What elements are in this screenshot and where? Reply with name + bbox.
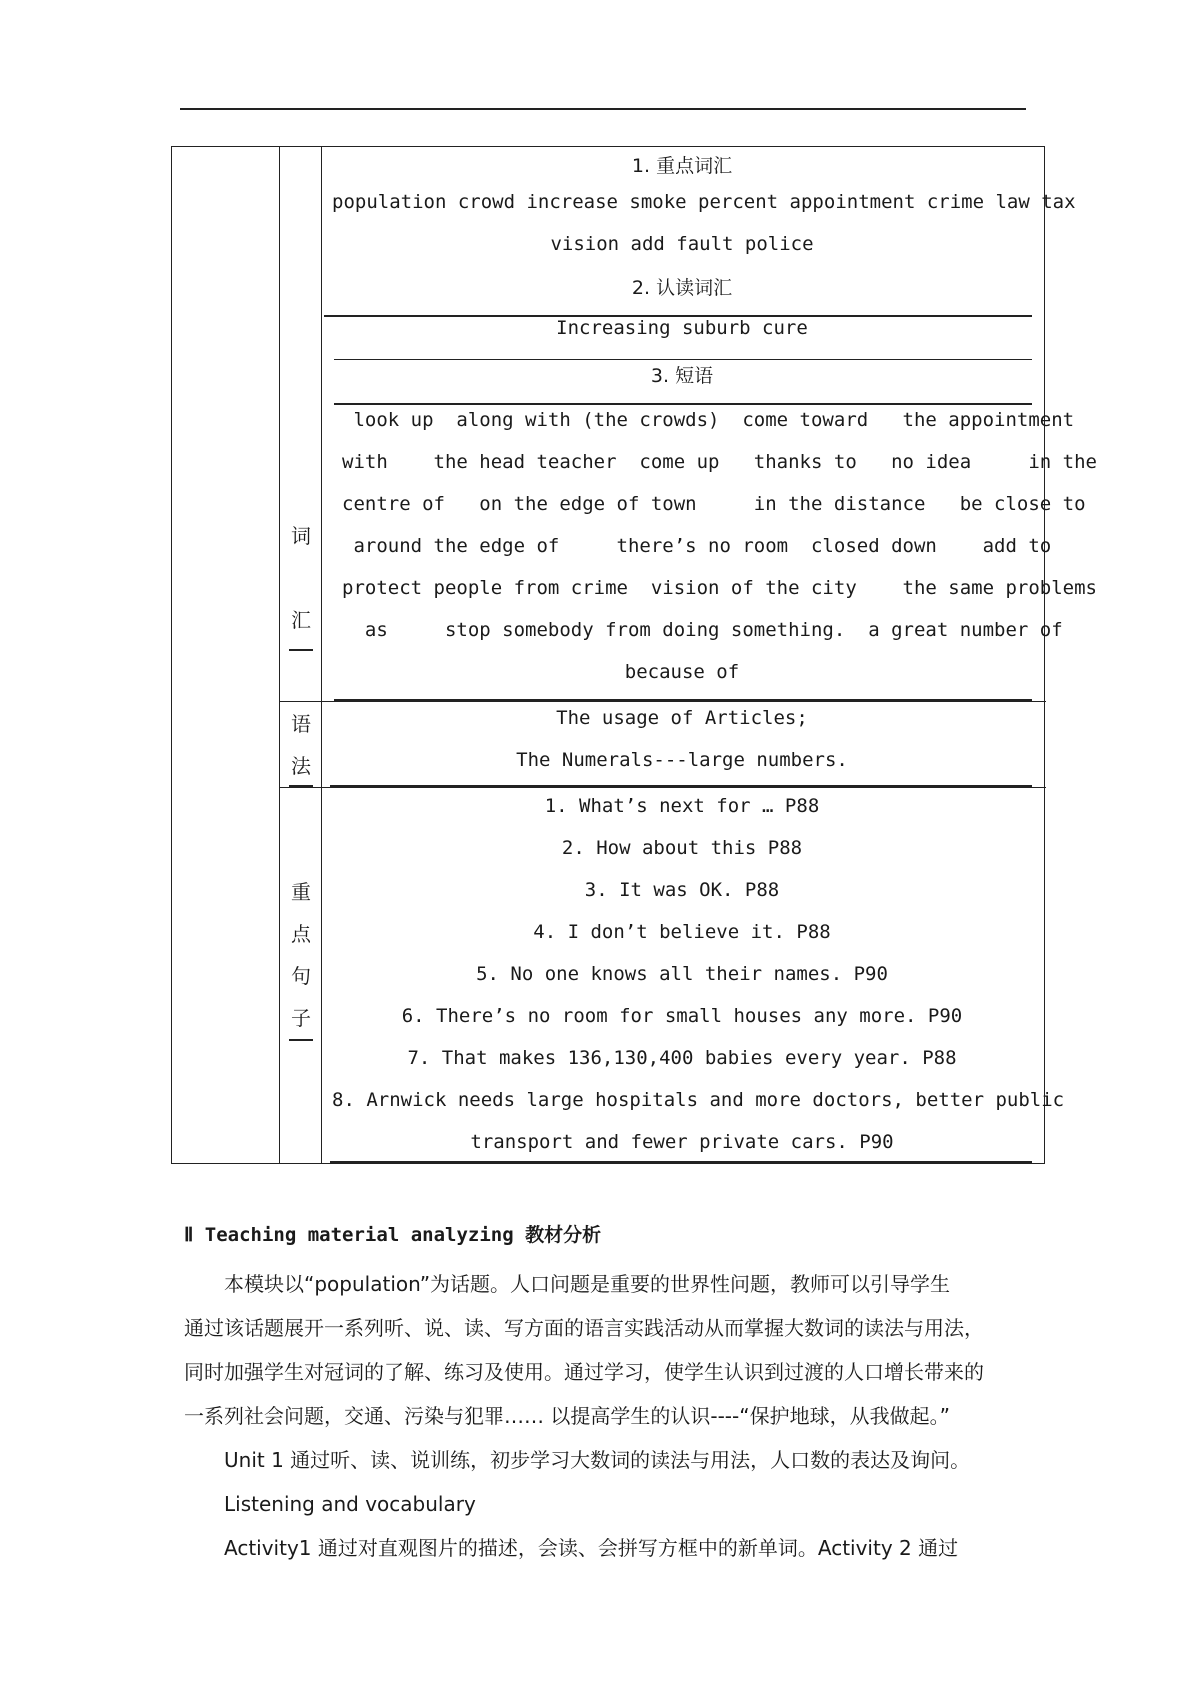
grammar-line: The usage of Articles;: [556, 707, 808, 729]
sentence-line: 1. What’s next for … P88: [544, 795, 820, 817]
sentence-line: 8. Arnwick needs large hospitals and more doctors, better public: [332, 1089, 1065, 1111]
phrase-line: as stop somebody from doing something. a great number of: [342, 619, 1063, 641]
paragraph-line: 通过该话题展开一系列听、说、读、写方面的语言实践活动从而掌握大数词的读法与用法，: [184, 1316, 984, 1340]
vocab-heading-read-words: 2. 认读词汇: [631, 277, 733, 299]
sentence-line: 4. I don’t believe it. P88: [533, 921, 831, 943]
sentence-line: 5. No one knows all their names. P90: [476, 963, 888, 985]
sentence-line: transport and fewer private cars. P90: [470, 1131, 894, 1153]
paragraph-line: 同时加强学生对冠词的了解、练习及使用。通过学习，使学生认识到过渡的人口增长带来的: [184, 1360, 984, 1384]
section-title: [184, 1220, 601, 1247]
content-table: [171, 146, 1097, 1164]
vocab-label: [280, 515, 322, 641]
grammar-label: [280, 703, 322, 787]
vocab-label-char: 汇: [291, 608, 311, 632]
paragraph-line: Listening and vocabulary: [184, 1492, 476, 1516]
sentence-line: 7. That makes 136,130,400 babies every year. P88: [407, 1047, 957, 1069]
sentences-label-char: 重: [291, 880, 311, 904]
paragraph-line: Activity1 通过对直观图片的描述，会读、会拼写方框中的新单词。Activity 2 通过: [184, 1536, 959, 1560]
rule: [334, 699, 1032, 701]
table-left-column: [172, 147, 280, 1163]
sentence-line: 6. There’s no room for small houses any more. P90: [401, 1005, 963, 1027]
sentences-label-tick: [289, 1039, 313, 1041]
vocab-heading-key-words: 1. 重点词汇: [631, 155, 733, 177]
page-header-rule: [180, 108, 1026, 110]
sentence-line: 3. It was OK. P88: [584, 879, 780, 901]
grammar-label-char: 法: [291, 754, 311, 778]
row-divider-grammar-sentences: [280, 787, 1046, 788]
vocab-label-tick: [289, 649, 313, 651]
key-words-line: population crowd increase smoke percent appointment crime law tax: [332, 191, 1076, 213]
vocab-heading-phrases: 3. 短语: [650, 365, 714, 387]
sentences-label-char: 点: [291, 922, 311, 946]
vocab-label-char: 词: [291, 524, 311, 548]
phrase-line: centre of on the edge of town in the distance be close to: [342, 493, 1086, 515]
sentences-label-char: 子: [291, 1006, 311, 1030]
rule: [334, 403, 1032, 405]
grammar-label-char: 语: [291, 712, 311, 736]
grammar-label-tick: [289, 785, 313, 787]
phrase-line: look up along with (the crowds) come toward the appointment: [342, 409, 1075, 431]
grammar-line: The Numerals---large numbers.: [516, 749, 848, 771]
sentences-label-char: 句: [291, 964, 311, 988]
section-title-cn: 教材分析: [525, 1224, 602, 1246]
rule: [330, 785, 1032, 787]
sentences-label: [280, 871, 322, 1039]
phrase-line: because of: [624, 661, 740, 683]
sentence-line: 2. How about this P88: [561, 837, 803, 859]
section-title-en: Ⅱ Teaching material analyzing: [184, 1224, 514, 1246]
paragraph-line: Unit 1 通过听、读、说训练，初步学习大数词的读法与用法，人口数的表达及询问。: [184, 1448, 971, 1472]
phrase-line: around the edge of there’s no room closed down add to: [342, 535, 1052, 557]
rule: [330, 1161, 1032, 1163]
row-divider-vocab-grammar: [280, 701, 1046, 702]
rule: [334, 359, 1032, 360]
key-words-line: vision add fault police: [550, 233, 814, 255]
read-words-line: Increasing suburb cure: [556, 317, 808, 339]
paragraph-line: 本模块以“population”为话题。人口问题是重要的世界性问题，教师可以引导学生: [184, 1272, 951, 1296]
paragraph-line: 一系列社会问题，交通、污染与犯罪…… 以提高学生的认识----“保护地球，从我做起。”: [184, 1404, 950, 1428]
phrase-line: protect people from crime vision of the city the same problems: [342, 577, 1097, 599]
phrase-line: with the head teacher come up thanks to no idea in the: [342, 451, 1097, 473]
